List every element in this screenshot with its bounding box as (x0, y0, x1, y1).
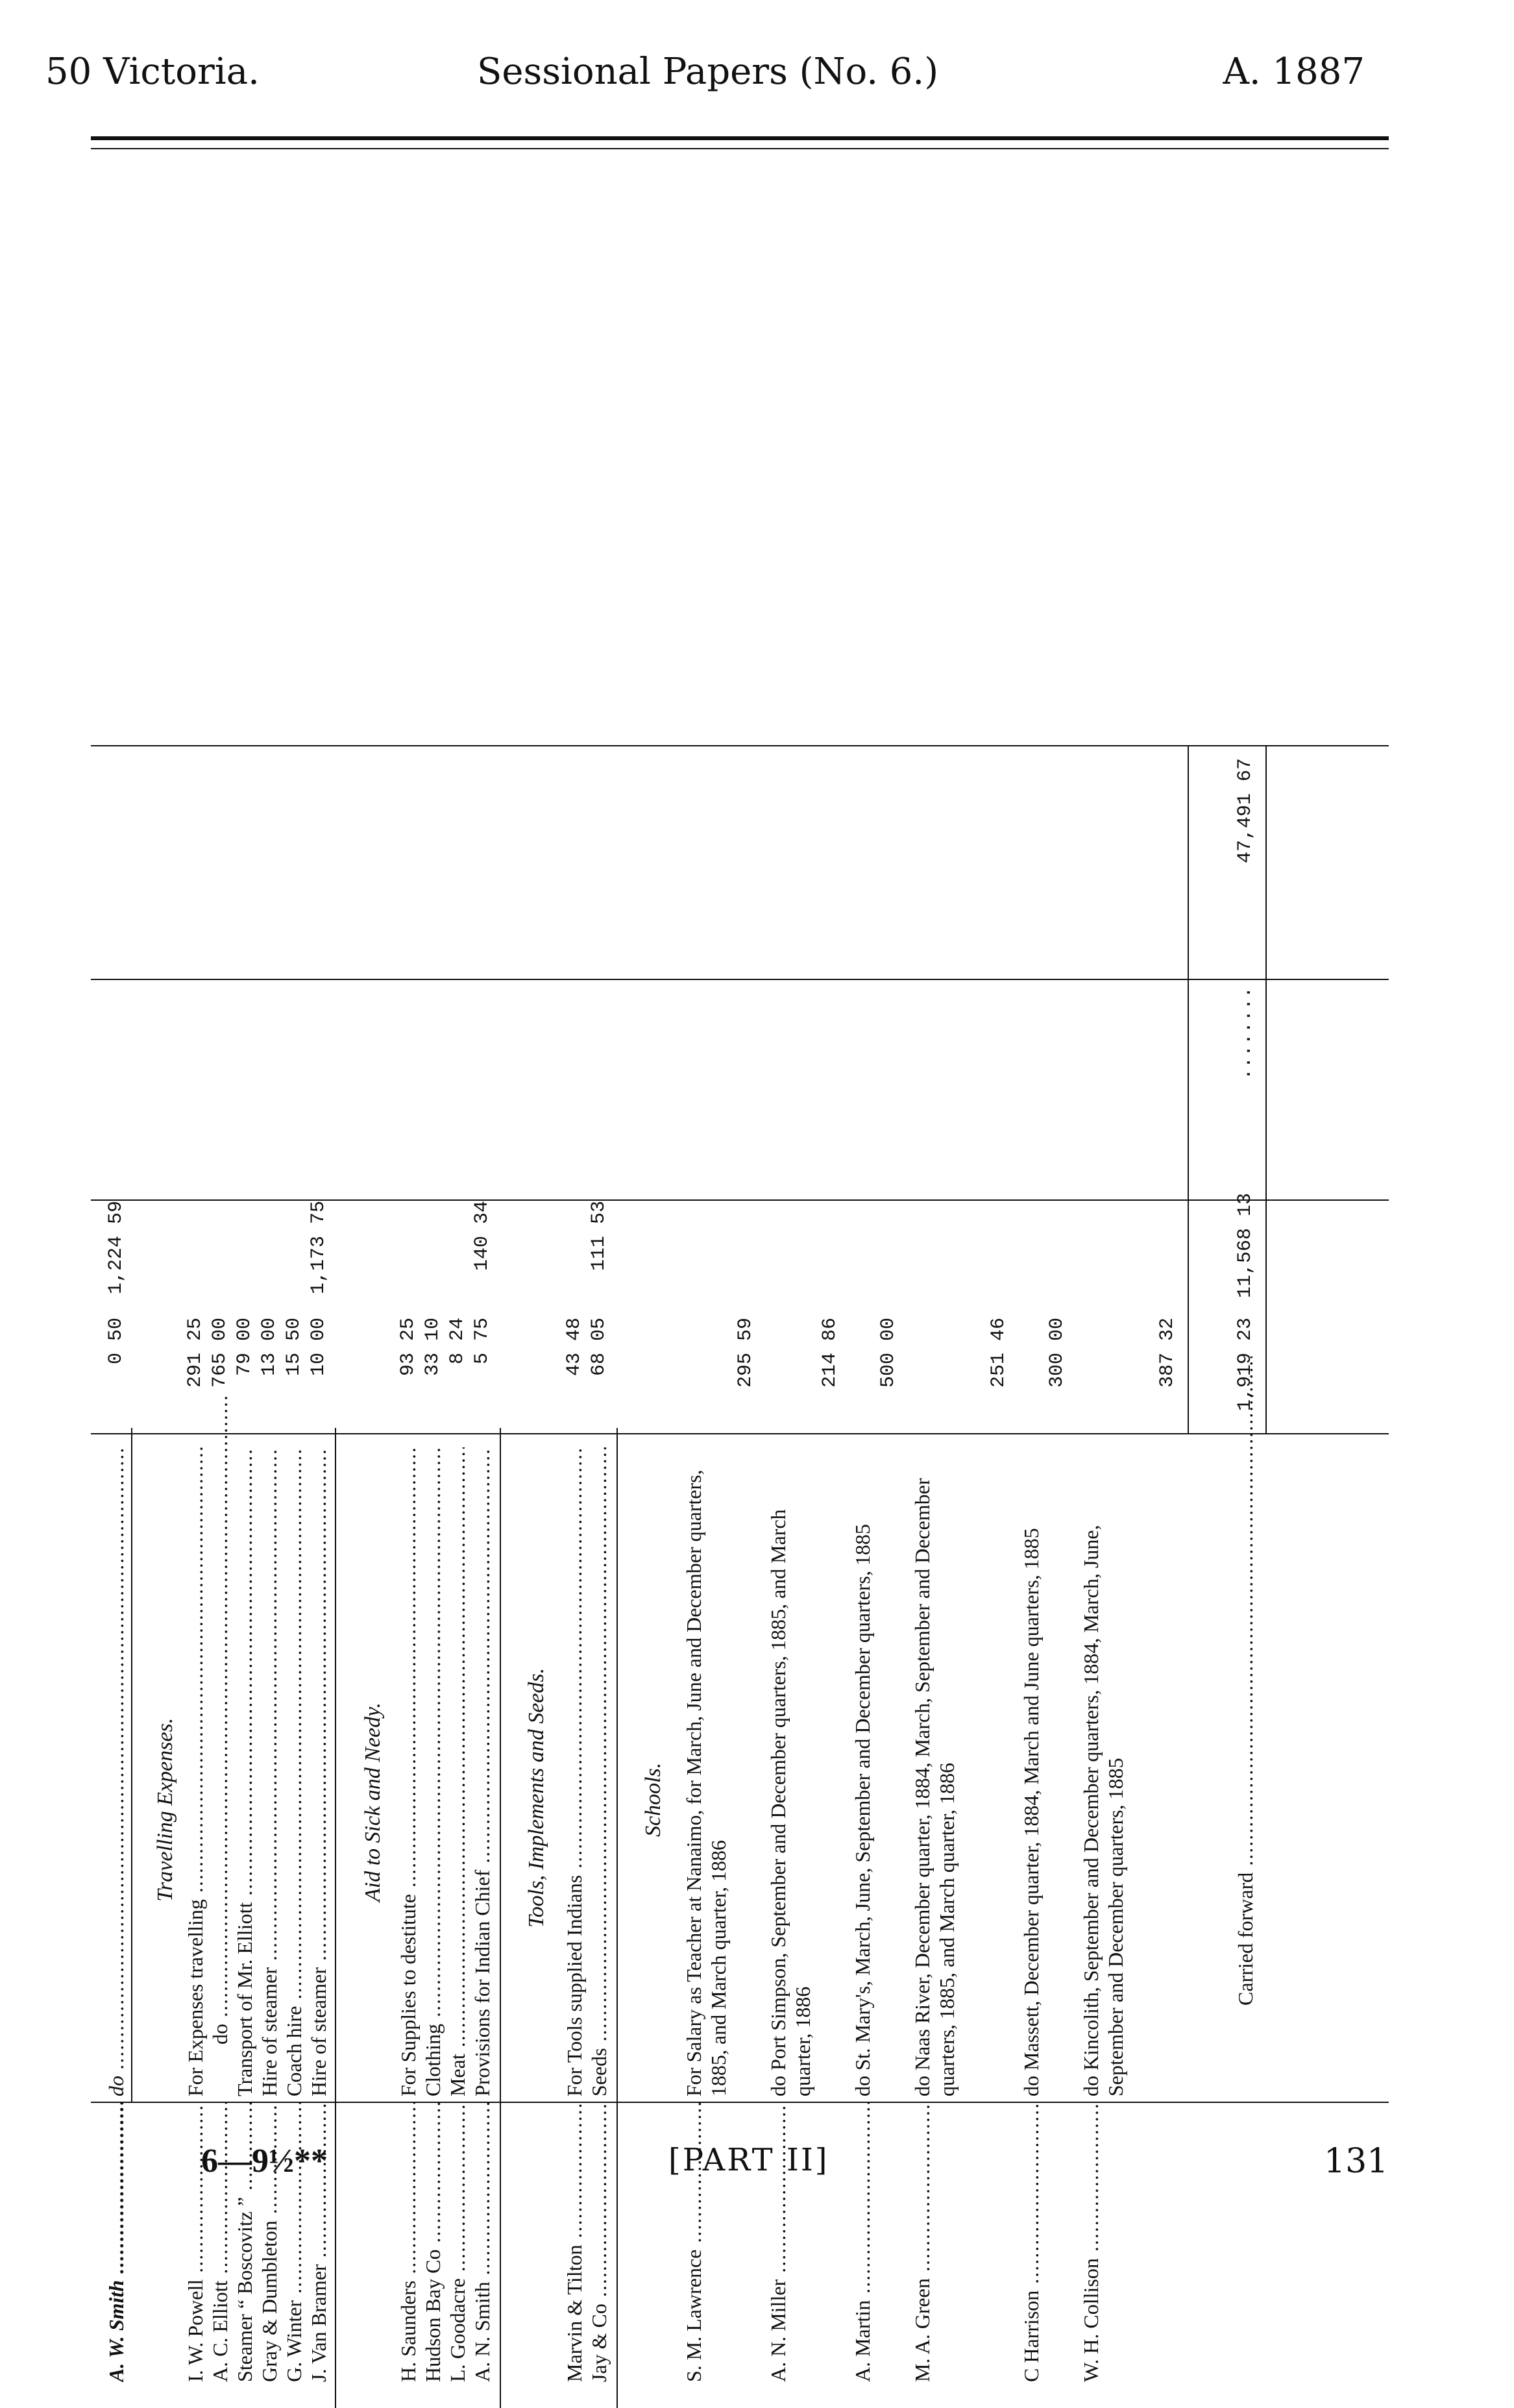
payee-name: Marvin & Tilton ..... (562, 2103, 587, 2382)
payment-purpose: Clothing ..... (421, 1447, 445, 2096)
table-row (445, 156, 470, 2408)
payment-amount: 214 86 (819, 1318, 841, 1388)
table-row (587, 156, 611, 2408)
table-row (306, 156, 331, 2408)
table-row (470, 156, 494, 2408)
payment-amount: 765 00 (209, 1318, 231, 1388)
footer-signature-mark: 6—9½** (201, 2143, 328, 2180)
payee-name: A. Martin ..... (850, 2103, 875, 2382)
payment-amount: 387 32 (1156, 1318, 1178, 1388)
payment-purpose: For Expenses travelling ..... (183, 1447, 208, 2096)
payment-amount: 33 10 (422, 1318, 444, 1377)
table-row (104, 156, 128, 2408)
table-row (208, 156, 232, 2408)
payment-amount: 295 59 (735, 1318, 757, 1388)
carried-forward-row (1233, 156, 1258, 2408)
payment-amount: 79 00 (234, 1318, 256, 1377)
payment-amount: 13 00 (258, 1318, 280, 1377)
payment-purpose: do Naas River, December quarter, 1884, March, September and December quarters, 1885, and March quarter, 1886 (910, 1478, 958, 2096)
payee-name: H. Saunders ..... (396, 2103, 421, 2382)
ledger-table-region (91, 156, 1389, 2408)
payee-name: L. Goodacre ..... (445, 2103, 470, 2382)
carried-forward-total: 47,491 67 (1234, 757, 1256, 863)
section-heading-aid: Aid to Sick and Needy. (361, 1702, 385, 1902)
payment-purpose: do St. Mary's, March, June, September and December quarters, 1885 (851, 1524, 874, 2096)
payment-amount: 300 00 (1046, 1318, 1068, 1388)
payee-name: A. C. Elliott ..... (208, 2103, 232, 2382)
payee-name: A. N. Smith ..... (470, 2103, 494, 2382)
payment-amount: 43 48 (563, 1318, 585, 1377)
payment-purpose: do Kincolith, September and December quarters, 1884, March, June, September and December quarters, 1885 (1079, 1525, 1127, 2096)
payee-name: W. H. Collison ..... (1079, 2103, 1103, 2382)
table-row (1019, 156, 1071, 2408)
header-year: A. 1887 (1223, 51, 1365, 93)
section-heading-travelling: Travelling Expenses. (153, 1717, 177, 1902)
payment-amount: 5 75 (471, 1318, 493, 1365)
table-row (183, 156, 208, 2408)
payee-name: J. Van Bramer ..... (306, 2103, 331, 2382)
payment-purpose: Hire of steamer ..... (257, 1447, 282, 2096)
payment-purpose: Coach hire ..... (282, 1447, 306, 2096)
payment-purpose: do Port Simpson, September and December quarters, 1885, and March quarter, 1886 (766, 1509, 814, 2096)
payment-amount: 251 46 (988, 1318, 1010, 1388)
table-row (257, 156, 282, 2408)
section-subtotal: 1,173 75 (308, 1201, 330, 1295)
table-row (850, 156, 902, 2408)
footer-part: [PART II] (668, 2142, 829, 2178)
header-session: 50 Victoria. (45, 51, 260, 93)
payment-amount: 68 05 (588, 1318, 610, 1377)
payment-purpose: For Salary as Teacher at Nanaimo, for March, June and December quarters, 1885, and March quarter, 1886 (682, 1469, 730, 2096)
payee-name: A. N. Miller ..... (766, 2103, 790, 2382)
payment-purpose: Transport of Mr. Elliott ..... (232, 1447, 257, 2096)
payment-purpose: do ..... (208, 1395, 232, 2096)
payment-amount: 0 50 (105, 1318, 127, 1365)
payee-name: G. Winter ..... (282, 2103, 306, 2382)
ledger-table (91, 156, 1389, 2408)
table-row (681, 156, 758, 2408)
payment-amount: 8 24 (446, 1318, 469, 1365)
payment-purpose: do ..... (104, 1447, 128, 2096)
section-subtotal: 140 34 (471, 1201, 493, 1272)
table-row (396, 156, 421, 2408)
table-row (421, 156, 445, 2408)
table-row (910, 156, 1011, 2408)
table-row (232, 156, 257, 2408)
payee-name: Jay & Co ..... (587, 2103, 611, 2382)
payee-name: M. A. Green ..... (910, 2103, 934, 2382)
payment-purpose: For Tools supplied Indians ..... (562, 1447, 587, 2096)
header-title: Sessional Papers (No. 6.) (477, 51, 939, 93)
payee-name: Steamer “ Boscovitz ” ..... (232, 2103, 257, 2382)
payment-purpose: Meat ..... (445, 1447, 470, 2096)
payment-purpose: Hire of steamer ..... (306, 1447, 331, 2096)
top-rule-thin (91, 148, 1389, 149)
section-subtotal: 111 53 (588, 1201, 610, 1272)
payment-amount: 10 00 (308, 1318, 330, 1377)
payment-amount: 93 25 (397, 1318, 419, 1377)
top-rule (91, 136, 1389, 140)
carried-forward-label: Carried forward ..... (1233, 1357, 1258, 2096)
carried-forward-mid: ........ (1234, 987, 1256, 1081)
payee-name: Hudson Bay Co ..... (421, 2103, 445, 2382)
payee-name: C Harrison ..... (1019, 2103, 1044, 2382)
payment-purpose: Provisions for Indian Chief ..... (470, 1447, 494, 2096)
payee-name: A. W. Smith ..... (104, 2103, 128, 2382)
table-row (562, 156, 587, 2408)
payment-purpose: do Massett, December quarter, 1884, March and June quarters, 1885 (1020, 1528, 1043, 2096)
payment-amount: 500 00 (877, 1318, 899, 1388)
page-number: 131 (1324, 2142, 1389, 2181)
payee-name: Gray & Dumbleton ..... (257, 2103, 282, 2382)
carried-forward-amount: 1,919 23 (1234, 1318, 1256, 1412)
payment-purpose: Seeds ..... (587, 1447, 611, 2096)
section-subtotal: 1,224 59 (105, 1201, 127, 1295)
carried-forward-subtotal: 11,568 13 (1234, 1192, 1256, 1298)
table-row (766, 156, 842, 2408)
payment-amount: 15 50 (283, 1318, 305, 1377)
table-row (1079, 156, 1180, 2408)
payment-purpose: For Supplies to destitute ..... (396, 1447, 421, 2096)
section-heading-schools: Schools. (641, 1762, 665, 1837)
section-heading-tools: Tools, Implements and Seeds. (524, 1667, 548, 1928)
payee-name: I. W. Powell ..... (183, 2103, 208, 2382)
payee-name: S. M. Lawrence ..... (681, 2103, 706, 2382)
payment-amount: 291 25 (184, 1318, 206, 1388)
table-row (282, 156, 306, 2408)
